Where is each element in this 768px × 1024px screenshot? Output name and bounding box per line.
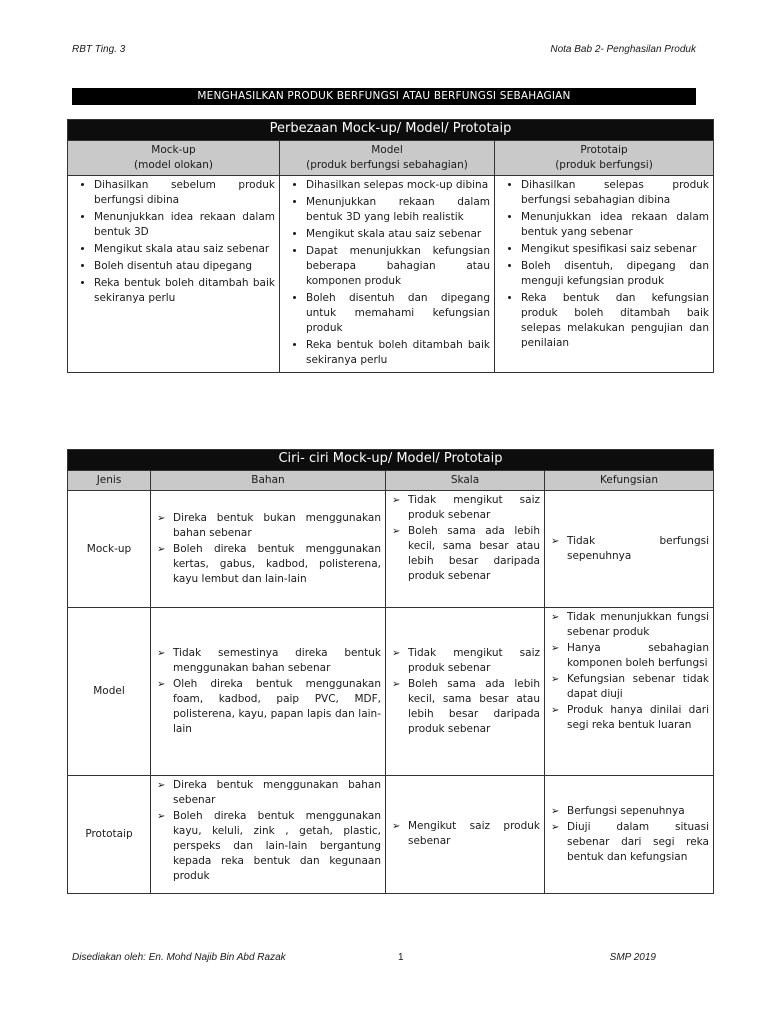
bullet-list — [72, 178, 275, 306]
list-item: ➢ Boleh sama ada lebih kecil, sama besar atau lebih besar daripada produk sebenar — [408, 677, 540, 737]
list-item: • Dapat menunjukkan kefungsian beberapa bahagian atau komponen produk — [306, 244, 490, 289]
arrow-list — [549, 804, 709, 865]
arrow-list — [390, 819, 540, 849]
list-item: • Mengikut skala atau saiz sebenar — [306, 227, 490, 242]
bullet-list — [284, 178, 490, 368]
comparison-table — [67, 119, 714, 373]
skala-cell — [386, 491, 545, 608]
arrow-list — [155, 511, 381, 587]
characteristics-table — [67, 449, 714, 894]
header-right: Nota Bab 2- Penghasilan Produk — [550, 44, 696, 55]
skala-cell — [386, 776, 545, 894]
list-item: • Boleh disentuh, dipegang dan menguji kefungsian produk — [521, 259, 709, 289]
column-header-prototaip — [495, 141, 714, 176]
list-item: ➢ Oleh direka bentuk menggunakan foam, kadbod, paip PVC, MDF, polisterena, kayu, papan lapis dan lain-lain — [173, 677, 381, 737]
list-item: • Menunjukkan idea rekaan dalam bentuk yang sebenar — [521, 210, 709, 240]
footer-author: Disediakan oleh: En. Mohd Najib Bin Abd Razak — [72, 952, 286, 963]
list-item: ➢ Tidak berfungsi sepenuhnya — [567, 534, 709, 564]
list-item: ➢ Tidak mengikut saiz produk sebenar — [408, 493, 540, 523]
list-item: ➢ Boleh sama ada lebih kecil, sama besar atau lebih besar daripada produk sebenar — [408, 524, 540, 584]
list-item: ➢ Tidak mengikut saiz produk sebenar — [408, 646, 540, 676]
column-subtitle: (model olokan) — [134, 159, 213, 171]
bahan-cell — [151, 776, 386, 894]
list-item: ➢ Berfungsi sepenuhnya — [567, 804, 709, 819]
model-points-cell — [280, 176, 495, 373]
page-number: 1 — [398, 952, 404, 963]
bullet-list — [499, 178, 709, 351]
column-header-skala: Skala — [386, 471, 545, 491]
table-row — [68, 608, 714, 776]
comparison-table-title: Perbezaan Mock-up/ Model/ Prototaip — [68, 120, 714, 141]
list-item: • Reka bentuk dan kefungsian produk boleh ditambah baik selepas melakukan pengujian dan penilaian — [521, 291, 709, 351]
list-item: • Mengikut spesifikasi saiz sebenar — [521, 242, 709, 257]
list-item: ➢ Kefungsian sebenar tidak dapat diuji — [567, 672, 709, 702]
list-item: • Dihasilkan sebelum produk berfungsi dibina — [94, 178, 275, 208]
list-item: • Boleh disentuh atau dipegang — [94, 259, 275, 274]
kefungsian-cell — [545, 776, 714, 894]
column-name: Model — [371, 144, 403, 156]
column-header-jenis: Jenis — [68, 471, 151, 491]
list-item: • Reka bentuk boleh ditambah baik sekiranya perlu — [306, 338, 490, 368]
table-row — [68, 491, 714, 608]
mockup-points-cell — [68, 176, 280, 373]
list-item: • Mengikut skala atau saiz sebenar — [94, 242, 275, 257]
list-item: ➢ Tidak menunjukkan fungsi sebenar produk — [567, 610, 709, 640]
column-subtitle: (produk berfungsi) — [555, 159, 653, 171]
table-row — [68, 776, 714, 894]
column-header-mockup — [68, 141, 280, 176]
kefungsian-cell — [545, 608, 714, 776]
list-item: ➢ Diuji dalam situasi sebenar dari segi reka bentuk dan kefungsian — [567, 820, 709, 865]
arrow-list — [549, 534, 709, 564]
list-item: • Menunjukkan rekaan dalam bentuk 3D yang lebih realistik — [306, 195, 490, 225]
prototaip-points-cell — [495, 176, 714, 373]
list-item: ➢ Direka bentuk bukan menggunakan bahan sebenar — [173, 511, 381, 541]
jenis-cell: Model — [68, 608, 151, 776]
list-item: ➢ Boleh direka bentuk menggunakan kayu, keluli, zink , getah, plastic, perspeks dan lain-lain bergantung kepada reka bentuk dan kegunaan produk — [173, 809, 381, 884]
arrow-list — [549, 610, 709, 733]
list-item: ➢ Tidak semestinya direka bentuk menggunakan bahan sebenar — [173, 646, 381, 676]
header-left: RBT Ting. 3 — [72, 44, 126, 55]
bahan-cell — [151, 491, 386, 608]
column-header-kefungsian: Kefungsian — [545, 471, 714, 491]
column-header-bahan: Bahan — [151, 471, 386, 491]
list-item: ➢ Boleh direka bentuk menggunakan kertas, gabus, kadbod, polisterena, kayu lembut dan lain-lain — [173, 542, 381, 587]
arrow-list — [155, 778, 381, 884]
list-item: ➢ Mengikut saiz produk sebenar — [408, 819, 540, 849]
list-item: • Dihasilkan selepas mock-up dibina — [306, 178, 490, 193]
jenis-cell: Prototaip — [68, 776, 151, 894]
arrow-list — [390, 646, 540, 737]
column-subtitle: (produk berfungsi sebahagian) — [306, 159, 468, 171]
column-name: Prototaip — [580, 144, 628, 156]
arrow-list — [155, 646, 381, 737]
bahan-cell — [151, 608, 386, 776]
column-header-model — [280, 141, 495, 176]
footer-school: SMP 2019 — [609, 952, 656, 963]
column-name: Mock-up — [151, 144, 196, 156]
jenis-cell: Mock-up — [68, 491, 151, 608]
list-item: ➢ Produk hanya dinilai dari segi reka bentuk luaran — [567, 703, 709, 733]
list-item: • Dihasilkan selepas produk berfungsi sebahagian dibina — [521, 178, 709, 208]
list-item: • Reka bentuk boleh ditambah baik sekiranya perlu — [94, 276, 275, 306]
list-item: ➢ Direka bentuk menggunakan bahan sebenar — [173, 778, 381, 808]
page-title-banner: MENGHASILKAN PRODUK BERFUNGSI ATAU BERFUNGSI SEBAHAGIAN — [72, 88, 696, 105]
list-item: ➢ Hanya sebahagian komponen boleh berfungsi — [567, 641, 709, 671]
kefungsian-cell — [545, 491, 714, 608]
arrow-list — [390, 493, 540, 584]
characteristics-table-title: Ciri- ciri Mock-up/ Model/ Prototaip — [68, 450, 714, 471]
list-item: • Boleh disentuh dan dipegang untuk memahami kefungsian produk — [306, 291, 490, 336]
skala-cell — [386, 608, 545, 776]
list-item: • Menunjukkan idea rekaan dalam bentuk 3D — [94, 210, 275, 240]
